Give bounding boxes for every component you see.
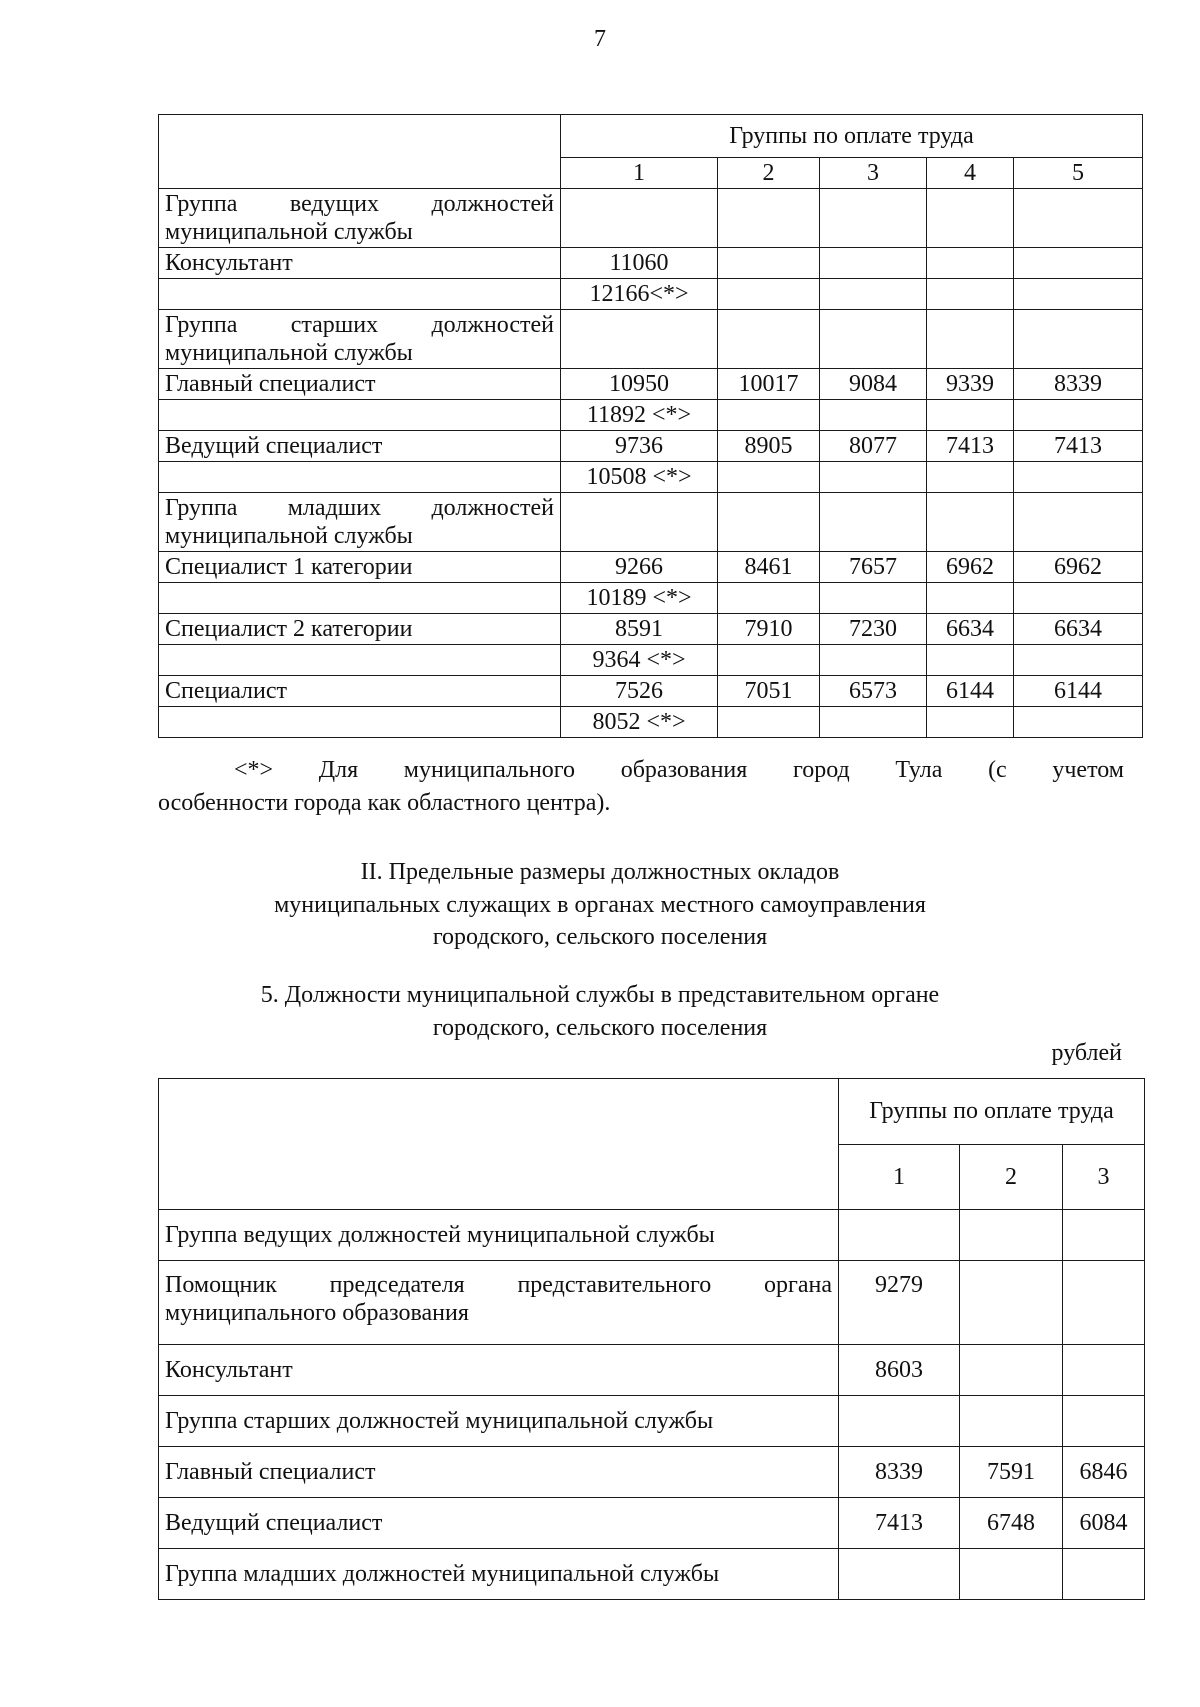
salary-value-cell: 7230 — [820, 614, 927, 645]
salary-value-cell: 7413 — [1014, 431, 1143, 462]
page-number: 7 — [594, 26, 606, 52]
salary-value-cell — [927, 189, 1014, 248]
salary-value-cell: 6748 — [960, 1498, 1063, 1549]
salary-value-cell — [839, 1396, 960, 1447]
salary-value-cell — [839, 1210, 960, 1261]
table-row — [159, 552, 1143, 583]
header-empty-cell — [159, 115, 561, 189]
salary-value-cell — [718, 248, 820, 279]
section-ii-line-2: муниципальных служащих в органах местного самоуправления — [274, 892, 926, 918]
salary-value-cell — [718, 707, 820, 738]
salary-value-cell: 6573 — [820, 676, 927, 707]
position-label: Ведущий специалист — [159, 431, 561, 462]
salary-value-cell: 9736 — [561, 431, 718, 462]
salary-value-cell: 7591 — [960, 1447, 1063, 1498]
salary-value-cell: 7910 — [718, 614, 820, 645]
position-label — [159, 400, 561, 431]
column-number: 2 — [718, 158, 820, 189]
salary-value-cell — [927, 707, 1014, 738]
salary-value-cell — [820, 583, 927, 614]
salary-value-cell — [927, 583, 1014, 614]
position-label — [159, 707, 561, 738]
salary-value-cell — [1014, 248, 1143, 279]
salary-value-cell: 9339 — [927, 369, 1014, 400]
column-number: 1 — [839, 1144, 960, 1210]
position-label: Ведущий специалист — [159, 1498, 839, 1549]
salary-value-cell: 9084 — [820, 369, 927, 400]
salary-value-cell — [1014, 583, 1143, 614]
header-empty-cell — [159, 1079, 839, 1210]
salary-value-cell — [561, 493, 718, 552]
header-group-label: Группы по оплате труда — [839, 1079, 1145, 1145]
section-ii-line-3: городского, сельского поселения — [432, 924, 768, 950]
salary-value-cell — [927, 462, 1014, 493]
salary-value-cell — [718, 462, 820, 493]
salary-value-cell — [1014, 400, 1143, 431]
section-5-line-2: городского, сельского поселения — [432, 1015, 768, 1041]
salary-value-cell — [820, 462, 927, 493]
position-label: Консультант — [159, 248, 561, 279]
salary-value-cell — [561, 310, 718, 369]
column-number: 3 — [1063, 1144, 1145, 1210]
position-label — [159, 645, 561, 676]
table-header-row — [159, 115, 1143, 158]
salary-value-cell — [927, 493, 1014, 552]
column-number: 4 — [927, 158, 1014, 189]
salary-value-cell: 12166<*> — [561, 279, 718, 310]
salary-value-cell — [561, 189, 718, 248]
salary-value-cell: 9364 <*> — [561, 645, 718, 676]
salary-value-cell: 6634 — [927, 614, 1014, 645]
table-row — [159, 310, 1143, 369]
salary-value-cell: 9279 — [839, 1261, 960, 1345]
table-row — [159, 1345, 1145, 1396]
salary-value-cell: 6084 — [1063, 1498, 1145, 1549]
position-label: Специалист — [159, 676, 561, 707]
position-label: Консультант — [159, 1345, 839, 1396]
salary-value-cell — [960, 1210, 1063, 1261]
salary-value-cell: 8052 <*> — [561, 707, 718, 738]
salary-value-cell: 6962 — [1014, 552, 1143, 583]
salary-value-cell — [1014, 189, 1143, 248]
column-number: 5 — [1014, 158, 1143, 189]
salary-value-cell — [960, 1396, 1063, 1447]
salary-value-cell — [927, 400, 1014, 431]
salary-value-cell — [927, 310, 1014, 369]
salary-value-cell — [820, 493, 927, 552]
salary-value-cell — [820, 707, 927, 738]
salary-value-cell — [718, 645, 820, 676]
salary-table-2 — [158, 1078, 1145, 1600]
salary-value-cell — [718, 583, 820, 614]
table-row — [159, 248, 1143, 279]
position-label: Группа младших должностей муниципальной службы — [159, 1549, 839, 1600]
salary-value-cell — [718, 189, 820, 248]
position-label: Помощник председателя представительного органа муниципального образования — [159, 1261, 839, 1345]
position-label: Специалист 1 категории — [159, 552, 561, 583]
salary-value-cell: 6144 — [1014, 676, 1143, 707]
position-label — [159, 279, 561, 310]
column-number: 1 — [561, 158, 718, 189]
salary-value-cell — [960, 1549, 1063, 1600]
salary-value-cell — [960, 1345, 1063, 1396]
table-row — [159, 583, 1143, 614]
table-row — [159, 1261, 1145, 1345]
salary-value-cell — [927, 645, 1014, 676]
table-row — [159, 431, 1143, 462]
salary-value-cell — [718, 279, 820, 310]
salary-value-cell — [820, 645, 927, 676]
salary-value-cell: 8905 — [718, 431, 820, 462]
salary-table-1 — [158, 114, 1143, 738]
table-row — [159, 189, 1143, 248]
salary-value-cell — [960, 1261, 1063, 1345]
column-number: 3 — [820, 158, 927, 189]
group-heading-cell: Группа младших должностей муниципальной службы — [159, 493, 561, 552]
footnote — [158, 754, 1124, 820]
table-row — [159, 707, 1143, 738]
table-row — [159, 462, 1143, 493]
section-5-line-1: 5. Должности муниципальной службы в представительном органе — [260, 982, 940, 1008]
salary-value-cell — [927, 248, 1014, 279]
position-label — [159, 583, 561, 614]
position-label: Главный специалист — [159, 1447, 839, 1498]
salary-value-cell — [1063, 1345, 1145, 1396]
salary-value-cell: 8077 — [820, 431, 927, 462]
salary-value-cell — [718, 400, 820, 431]
salary-value-cell: 11892 <*> — [561, 400, 718, 431]
salary-value-cell: 6846 — [1063, 1447, 1145, 1498]
salary-value-cell — [820, 310, 927, 369]
salary-value-cell — [1014, 645, 1143, 676]
table-row — [159, 1447, 1145, 1498]
footnote-line-2: особенности города как областного центра). — [158, 790, 611, 816]
units-label: рублей — [1051, 1040, 1122, 1066]
table-row — [159, 1498, 1145, 1549]
position-label: Главный специалист — [159, 369, 561, 400]
salary-value-cell — [1063, 1396, 1145, 1447]
header-group-label: Группы по оплате труда — [561, 115, 1143, 158]
table-row — [159, 493, 1143, 552]
salary-value-cell — [1063, 1261, 1145, 1345]
salary-value-cell — [1014, 493, 1143, 552]
section-ii-line-1: II. Предельные размеры должностных окладов — [360, 859, 840, 885]
salary-value-cell — [1063, 1549, 1145, 1600]
group-heading-cell: Группа старших должностей муниципальной службы — [159, 310, 561, 369]
salary-value-cell — [718, 310, 820, 369]
salary-value-cell: 7413 — [839, 1498, 960, 1549]
salary-value-cell — [927, 279, 1014, 310]
table-row — [159, 400, 1143, 431]
salary-value-cell: 10950 — [561, 369, 718, 400]
column-number: 2 — [960, 1144, 1063, 1210]
salary-value-cell: 6144 — [927, 676, 1014, 707]
table-row — [159, 1396, 1145, 1447]
salary-value-cell: 8339 — [839, 1447, 960, 1498]
salary-value-cell — [1014, 279, 1143, 310]
salary-value-cell — [718, 493, 820, 552]
salary-value-cell: 10017 — [718, 369, 820, 400]
footnote-line-1: <*> Для муниципального образования город Тула (с учетом — [234, 757, 1124, 783]
table-row — [159, 645, 1143, 676]
salary-value-cell — [1014, 707, 1143, 738]
salary-value-cell: 7526 — [561, 676, 718, 707]
salary-value-cell: 9266 — [561, 552, 718, 583]
salary-value-cell — [1014, 310, 1143, 369]
salary-value-cell: 10189 <*> — [561, 583, 718, 614]
table-row — [159, 279, 1143, 310]
salary-value-cell: 7413 — [927, 431, 1014, 462]
position-label: Группа ведущих должностей муниципальной службы — [159, 1210, 839, 1261]
table-header-row — [159, 1079, 1145, 1145]
salary-value-cell — [820, 248, 927, 279]
salary-value-cell: 7657 — [820, 552, 927, 583]
salary-value-cell: 11060 — [561, 248, 718, 279]
table-row — [159, 1210, 1145, 1261]
salary-value-cell — [1014, 462, 1143, 493]
salary-value-cell — [820, 400, 927, 431]
position-label — [159, 462, 561, 493]
salary-value-cell — [1063, 1210, 1145, 1261]
table-row — [159, 676, 1143, 707]
salary-value-cell: 6962 — [927, 552, 1014, 583]
salary-value-cell: 8603 — [839, 1345, 960, 1396]
salary-value-cell: 8461 — [718, 552, 820, 583]
salary-value-cell: 6634 — [1014, 614, 1143, 645]
position-label: Специалист 2 категории — [159, 614, 561, 645]
group-heading-cell: Группа ведущих должностей муниципальной службы — [159, 189, 561, 248]
salary-value-cell: 10508 <*> — [561, 462, 718, 493]
salary-value-cell — [820, 189, 927, 248]
position-label: Группа старших должностей муниципальной службы — [159, 1396, 839, 1447]
salary-value-cell — [820, 279, 927, 310]
salary-value-cell: 8591 — [561, 614, 718, 645]
salary-value-cell — [839, 1549, 960, 1600]
table-row — [159, 1549, 1145, 1600]
table-row — [159, 369, 1143, 400]
salary-value-cell: 8339 — [1014, 369, 1143, 400]
table-row — [159, 614, 1143, 645]
salary-value-cell: 7051 — [718, 676, 820, 707]
